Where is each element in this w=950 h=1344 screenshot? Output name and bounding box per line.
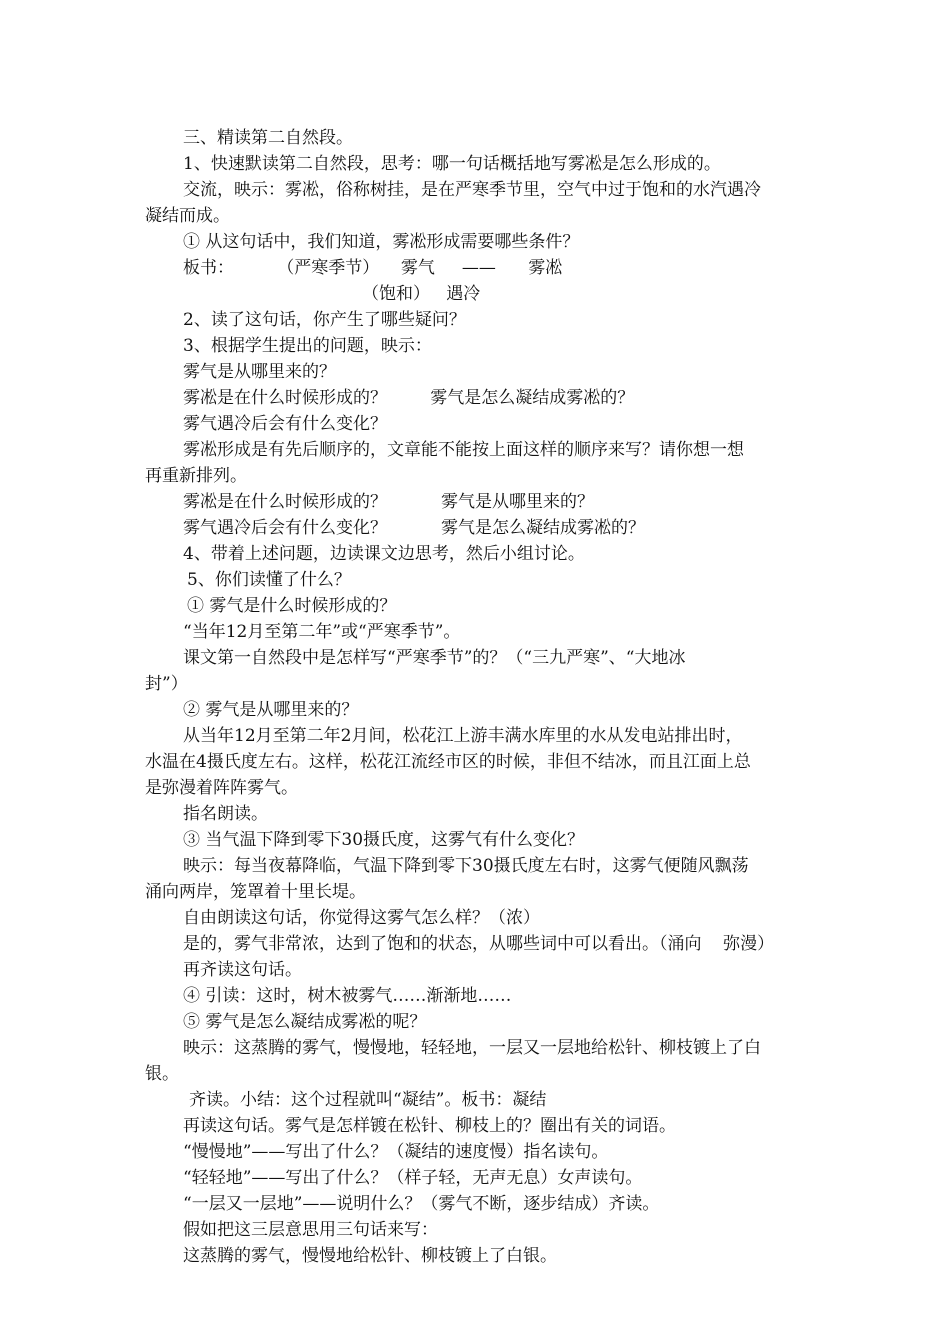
paragraph-line: “一层又一层地”——说明什么？（雾气不断，逐步结成）齐读。: [183, 1194, 660, 1214]
paragraph-line: 映示：这蒸腾的雾气，慢慢地，轻轻地，一层又一层地给松针、柳枝镀上了白: [183, 1038, 761, 1058]
paragraph-line: 指名朗读。: [183, 804, 268, 824]
paragraph-line: 银。: [145, 1064, 179, 1084]
paragraph-line: 5、你们读懂了什么？: [187, 570, 351, 590]
paragraph-line: ① 从这句话中，我们知道，雾凇形成需要哪些条件？: [183, 232, 580, 252]
paragraph-line: ① 雾气是什么时候形成的？: [187, 596, 397, 616]
paragraph-line: 是的，雾气非常浓，达到了饱和的状态，从哪些词中可以看出。（涌向 弥漫）: [183, 934, 775, 954]
section-heading: 三、精读第二自然段。: [183, 128, 353, 148]
paragraph-line: “当年12月至第二年”或“严寒季节”。: [183, 622, 461, 642]
paragraph-line: “轻轻地”——写出了什么？（样子轻，无声无息）女声读句。: [183, 1168, 643, 1188]
question-line: 雾气遇冷后会有什么变化？ 雾气是怎么凝结成雾凇的？: [183, 518, 646, 538]
paragraph-line: 假如把这三层意思用三句话来写：: [183, 1220, 438, 1240]
paragraph-line: ② 雾气是从哪里来的？: [183, 700, 359, 720]
paragraph-line: 是弥漫着阵阵雾气。: [145, 778, 298, 798]
question-line: 雾凇是在什么时候形成的？ 雾气是从哪里来的？: [183, 492, 595, 512]
paragraph-line: 这蒸腾的雾气，慢慢地给松针、柳枝镀上了白银。: [183, 1246, 557, 1266]
paragraph-line: ⑤ 雾气是怎么凝结成雾凇的呢？: [183, 1012, 427, 1032]
paragraph-line: 齐读。小结：这个过程就叫“凝结”。板书：凝结: [189, 1090, 547, 1110]
paragraph-line: 雾凇形成是有先后顺序的，文章能不能按上面这样的顺序来写？请你想一想: [183, 440, 744, 460]
paragraph-line: 交流，映示：雾凇，俗称树挂，是在严寒季节里，空气中过于饱和的水汽遇冷: [183, 180, 761, 200]
question-line: 雾气是从哪里来的？: [183, 362, 336, 382]
paragraph-line: 4、带着上述问题，边读课文边思考，然后小组讨论。: [183, 544, 585, 564]
paragraph-line: 课文第一自然段中是怎样写“严寒季节”的？（“三九严寒”、“大地冰: [183, 648, 686, 668]
question-line: 雾凇是在什么时候形成的？ 雾气是怎么凝结成雾凇的？: [183, 388, 635, 408]
paragraph-line: 凝结而成。: [145, 206, 230, 226]
paragraph-line: 1、快速默读第二自然段，思考：哪一句话概括地写雾凇是怎么形成的。: [183, 154, 721, 174]
blackboard-line: 板书： （严寒季节） 雾气 —— 雾凇: [183, 258, 563, 278]
paragraph-line: 3、根据学生提出的问题，映示：: [183, 336, 432, 356]
paragraph-line: “慢慢地”——写出了什么？（凝结的速度慢）指名读句。: [183, 1142, 609, 1162]
paragraph-line: 再重新排列。: [145, 466, 247, 486]
paragraph-line: 封”）: [145, 674, 188, 694]
paragraph-line: ④ 引读：这时，树木被雾气……渐渐地……: [183, 986, 512, 1006]
paragraph-line: 从当年12月至第二年2月间，松花江上游丰满水库里的水从发电站排出时，: [183, 726, 743, 746]
paragraph-line: 自由朗读这句话，你觉得这雾气怎么样？（浓）: [183, 908, 540, 928]
paragraph-line: 再齐读这句话。: [183, 960, 302, 980]
paragraph-line: 2、读了这句话，你产生了哪些疑问？: [183, 310, 466, 330]
paragraph-line: 再读这句话。雾气是怎样镀在松针、柳枝上的？圈出有关的词语。: [183, 1116, 676, 1136]
paragraph-line: 映示：每当夜幕降临，气温下降到零下30摄氏度左右时，这雾气便随风飘荡: [183, 856, 749, 876]
question-line: 雾气遇冷后会有什么变化？: [183, 414, 387, 434]
paragraph-line: 水温在4摄氏度左右。这样，松花江流经市区的时候，非但不结冰，而且江面上总: [145, 752, 751, 772]
paragraph-line: 涌向两岸，笼罩着十里长堤。: [145, 882, 366, 902]
paragraph-line: ③ 当气温下降到零下30摄氏度，这雾气有什么变化？: [183, 830, 585, 850]
blackboard-line: （饱和） 遇冷: [362, 284, 481, 304]
